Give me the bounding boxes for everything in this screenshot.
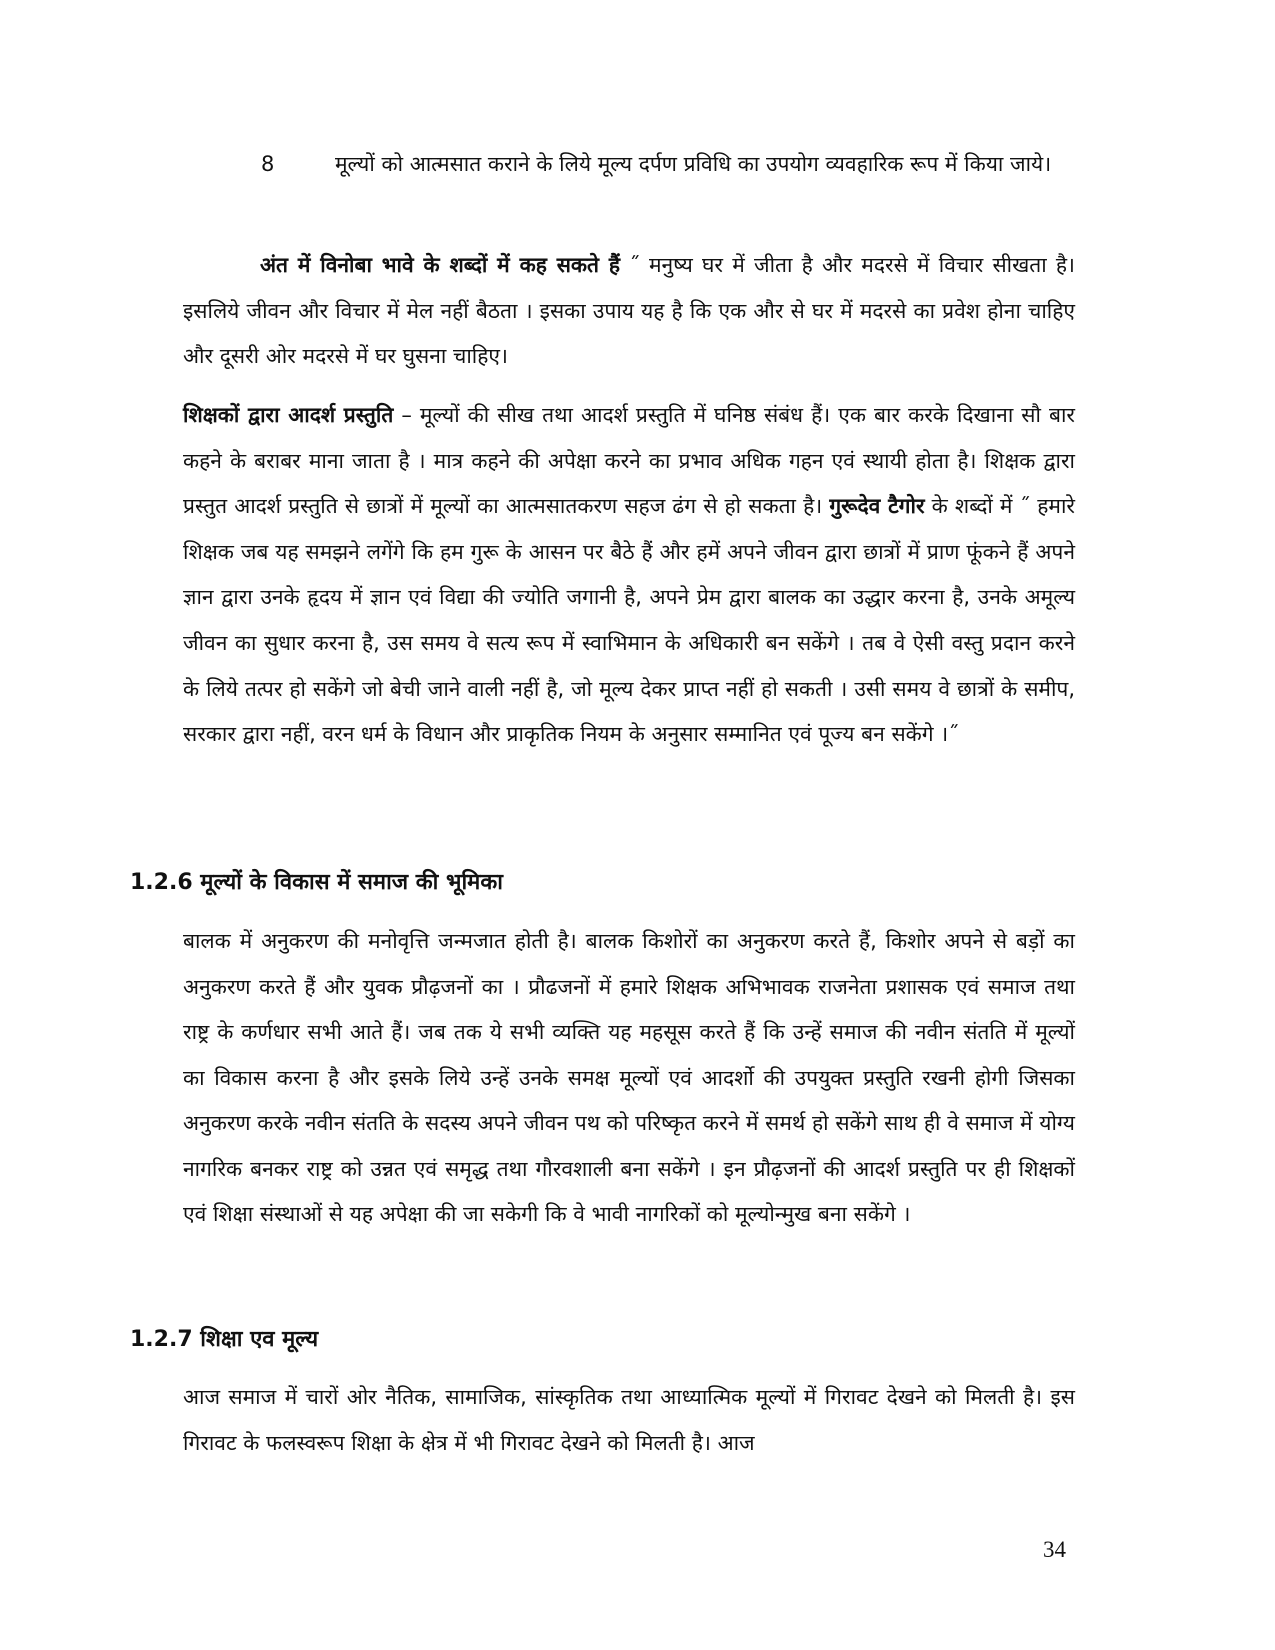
section-1-2-6-body: बालक में अनुकरण की मनोवृत्ति जन्मजात होती है। बालक किशोरों का अनुकरण करते हैं, किशोर अपने से बड़ों का अनुकरण करते हैं और युवक प्रौढ़जनों का । प्रौढजनों में हमारे शिक्षक अभिभावक राजनेता प्रशासक एवं समाज तथा राष्ट्र के कर्णधार सभी आते हैं। जब तक ये सभी व्यक्ति यह महसूस करते हैं कि उन्हें समाज की नवीन संतति में मूल्यों का विकास करना है और इसके लिये उन्हें उनके समक्ष मूल्यों एवं आदर्शो की उपयुक्त प्रस्तुति रखनी होगी जिसका अनुकरण करके नवीन संतति के सदस्य अपने जीवन पथ को परिष्कृत करने में समर्थ हो सकेंगे साथ ही वे समाज में योग्य नागरिक बनकर राष्ट्र को उन्नत एवं समृद्ध तथा गौरवशाली बना सकेंगे । इन प्रौढ़जनों की आदर्श प्रस्तुति पर ही शिक्षकों एवं शिक्षा संस्थाओं से यह अपेक्षा की जा सकेगी कि वे भावी नागरिकों को मूल्योन्मुख बना सकेंगे । xyxy=(183,929,1075,1226)
inline-heading: शिक्षकों द्वारा आदर्श प्रस्तुति xyxy=(183,403,394,427)
list-item-number: 8 xyxy=(261,152,275,176)
paragraph-teacher-ideal xyxy=(183,393,1075,758)
page-number: 34 xyxy=(1043,1537,1066,1562)
paragraph-text-part-2: के शब्दों में ˝ हमारे शिक्षक जब यह समझने लगेंगे कि हम गुरू के आसन पर बैठे हैं और हमें अपने जीवन द्वारा छात्रों में प्राण फूंकने हैं अपने ज्ञान द्वारा उनके हृदय में ज्ञान एवं विद्या की ज्योति जगानी है, अपने प्रेम द्वारा बालक का उद्धार करना है, उनके अमूल्य जीवन का सुधार करना है, उस समय वे सत्य रूप में स्वाभिमान के अधिकारी बन सकेंगे । तब वे ऐसी वस्तु प्रदान करने के लिये तत्पर हो सकेंगे जो बेची जाने वाली नहीं है, जो मूल्य देकर प्राप्त नहीं हो सकती । उसी समय वे छात्रों के समीप, सरकार द्वारा नहीं, वरन धर्म के विधान और प्राकृतिक नियम के अनुसार सम्मानित एवं पूज्य बन सकेंगे ।˝ xyxy=(183,494,1075,747)
section-heading-1-2-7: 1.2.7 शिक्षा एव मूल्य xyxy=(130,1327,319,1352)
bold-name: गुरूदेव टैगोर xyxy=(829,494,925,519)
paragraph-vinoba-quote xyxy=(183,243,1075,380)
bold-lead-in: अंत में विनोबा भावे के शब्दों में कह सकते हैं xyxy=(260,253,621,277)
quote-text: ˝ मनुष्य घर में जीता है और मदरसे में विचार सीखता है। इसलिये जीवन और विचार में मेल नहीं बैठता । इसका उपाय यह है कि एक और से घर में मदरसे का प्रवेश होना चाहिए और दूसरी ओर मदरसे में घर घुसना चाहिए। xyxy=(183,253,1075,368)
section-heading-1-2-6: 1.2.6 मूल्यों के विकास में समाज की भूमिका xyxy=(130,870,503,895)
list-item-text: मूल्यों को आत्मसात कराने के लिये मूल्य दर्पण प्रविधि का उपयोग व्यवहारिक रूप में किया जाये। xyxy=(335,152,1052,176)
paragraph-text-part-1: – मूल्यों की सीख तथा आदर्श प्रस्तुति में घनिष्ठ संबंध हैं। एक बार करके दिखाना सौ बार कहने के बराबर माना जाता है । मात्र कहने की अपेक्षा करने का प्रभाव अधिक गहन एवं स्थायी होता है। शिक्षक द्वारा प्रस्तुत आदर्श प्रस्तुति से छात्रों में मूल्यों का आत्मसातकरण सहज ढंग से हो सकता है। xyxy=(183,403,1075,519)
section-1-2-7-body: आज समाज में चारों ओर नैतिक, सामाजिक, सांस्कृतिक तथा आध्यात्मिक मूल्यों में गिरावट देखने को मिलती है। इस गिरावट के फलस्वरूप शिक्षा के क्षेत्र में भी गिरावट देखने को मिलती है। आज xyxy=(183,1385,1075,1455)
